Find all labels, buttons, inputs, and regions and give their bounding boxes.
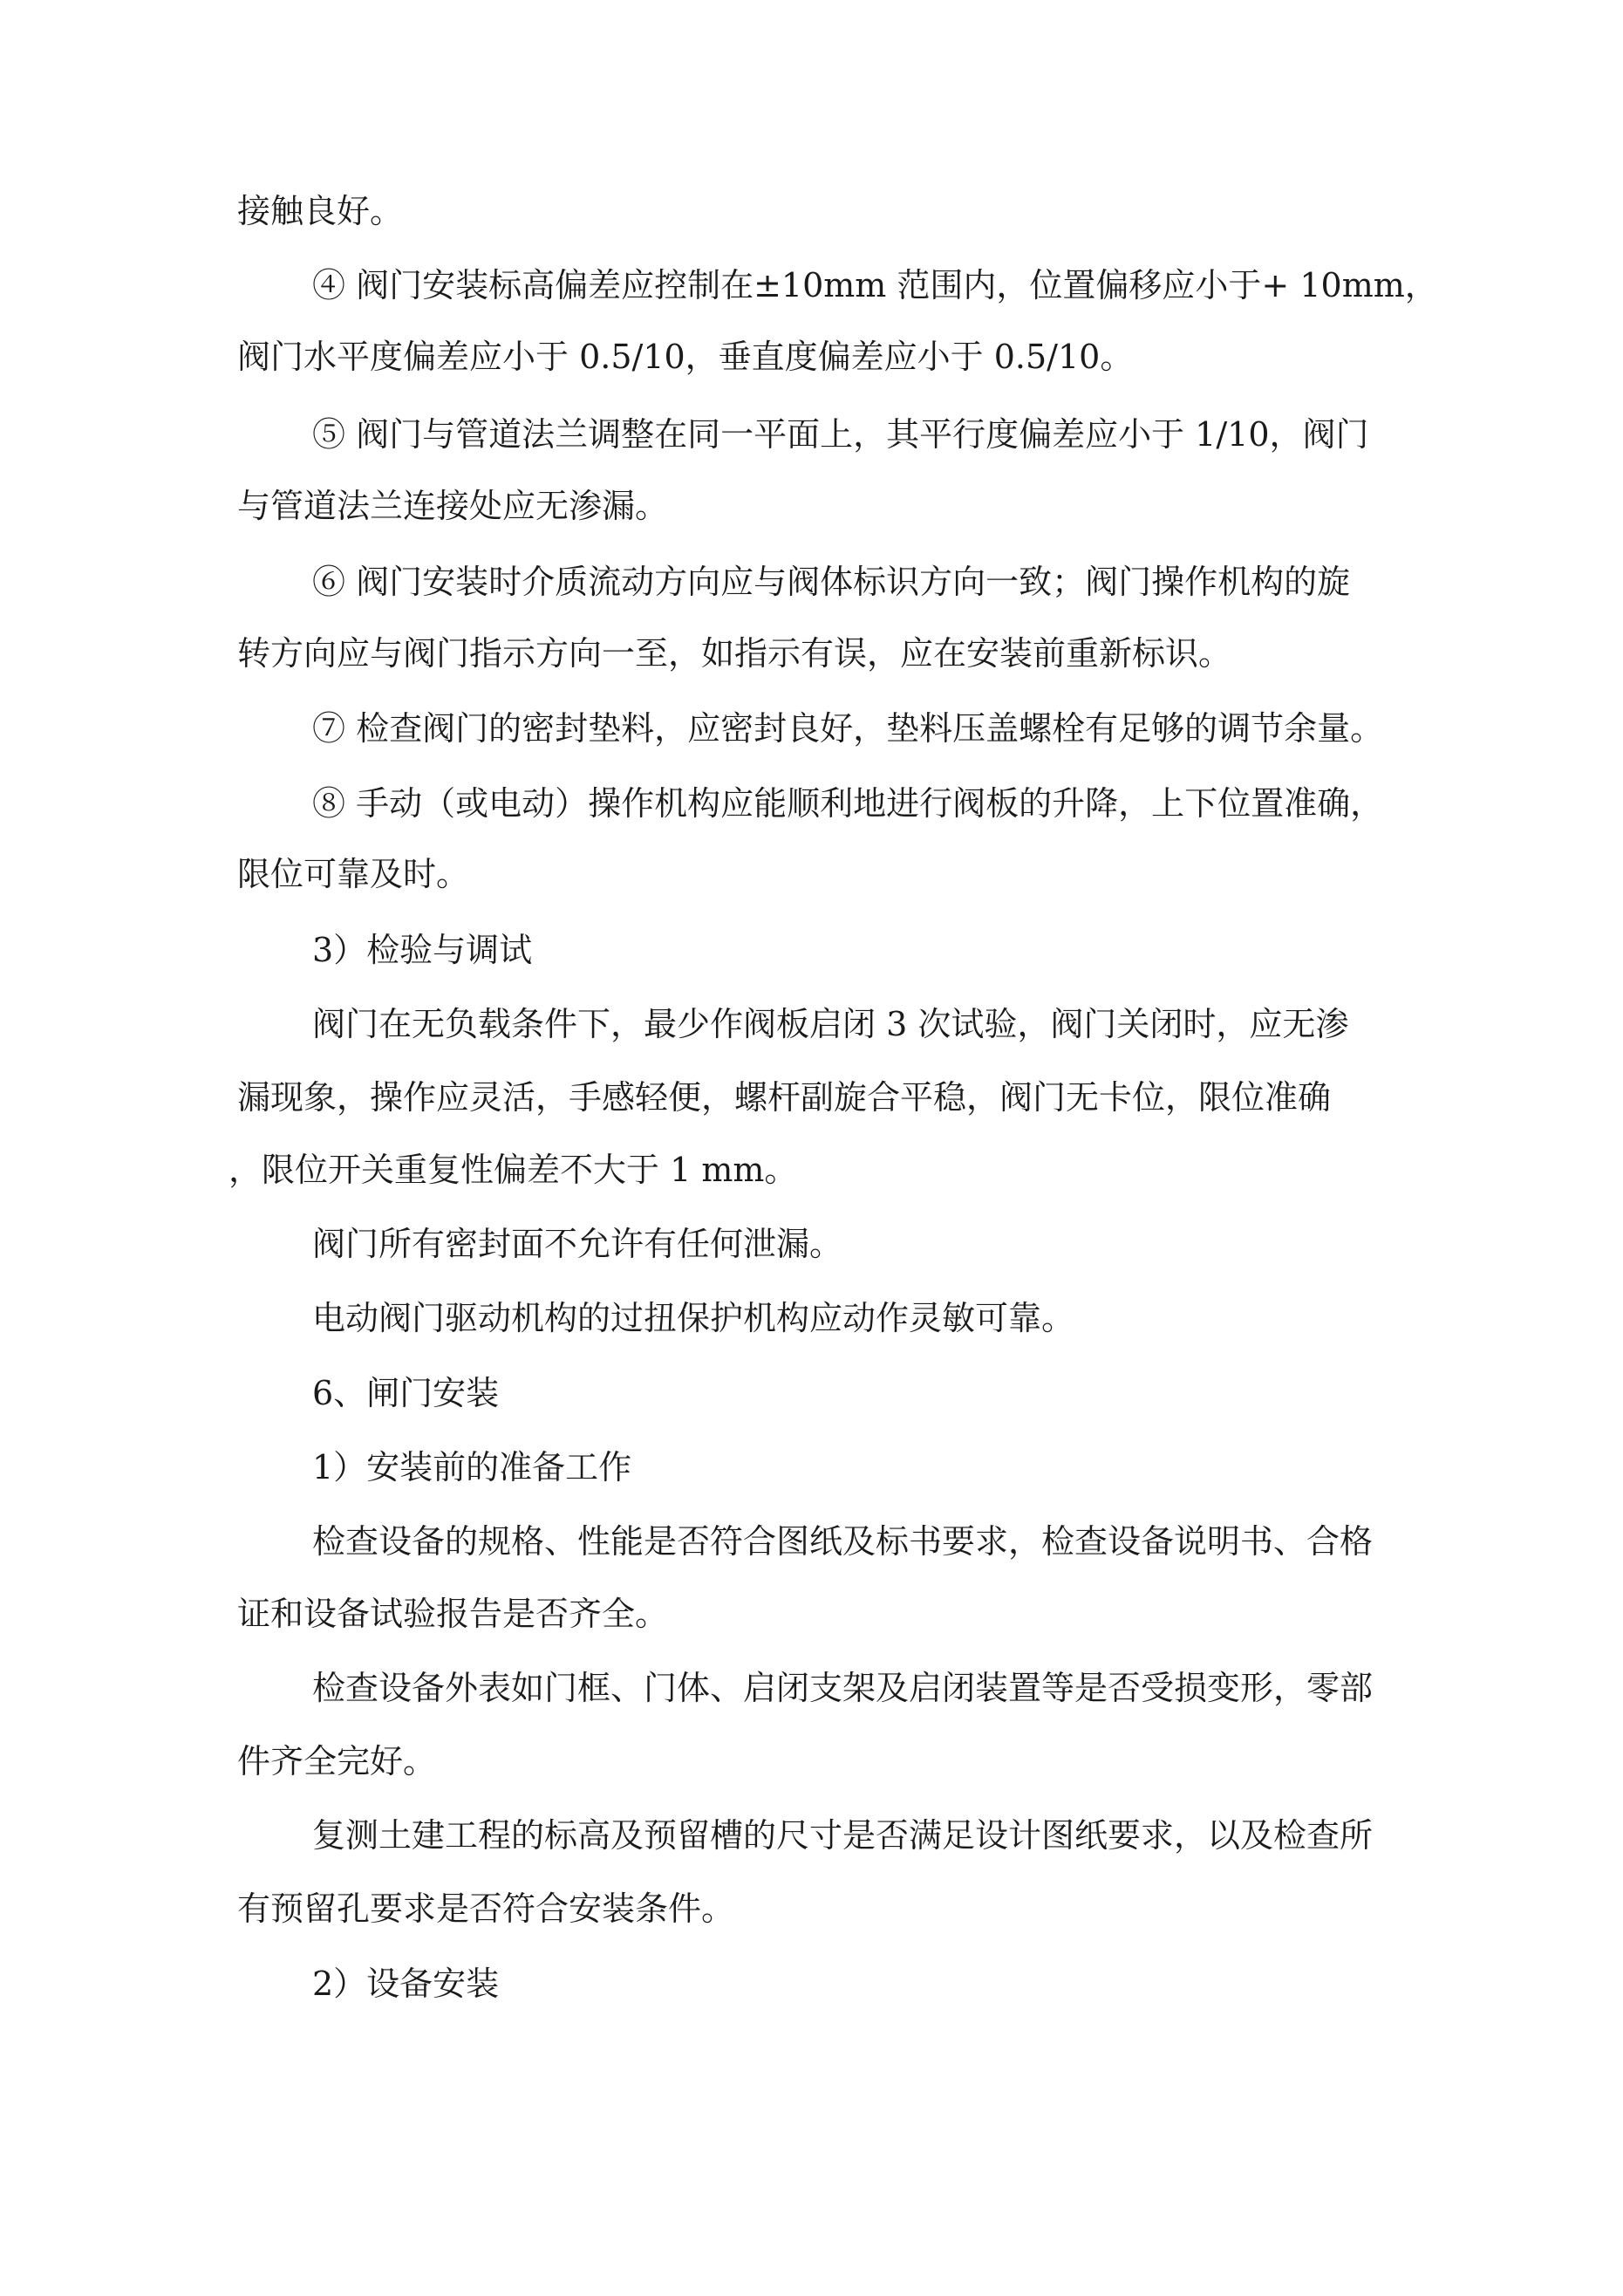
- section-heading: 6、闸门安装: [312, 1374, 500, 1412]
- body-text-line: 转方向应与阀门指示方向一至，如指示有误，应在安装前重新标识。: [237, 634, 1232, 673]
- body-text-line: 电动阀门驱动机构的过扭保护机构应动作灵敏可靠。: [312, 1299, 1075, 1337]
- body-text-line: ④ 阀门安装标高偏差应控制在±10mm 范围内，位置偏移应小于+ 10mm，: [312, 266, 1438, 304]
- body-text-line: 漏现象，操作应灵活，手感轻便，螺杆副旋合平稳，阀门无卡位，限位准确: [237, 1078, 1332, 1117]
- body-text-line: ⑥ 阀门安装时介质流动方向应与阀体标识方向一致；阀门操作机构的旋: [312, 563, 1351, 601]
- body-text-line: ，限位开关重复性偏差不大于 1 mm。: [228, 1151, 798, 1189]
- section-heading: 3）检验与调试: [312, 931, 533, 969]
- body-text-line: 检查设备的规格、性能是否符合图纸及标书要求，检查设备说明书、合格: [312, 1522, 1374, 1561]
- body-text-line: 证和设备试验报告是否齐全。: [237, 1595, 669, 1633]
- body-text-line: ⑧ 手动（或电动）操作机构应能顺利地进行阀板的升降，上下位置准确，: [312, 784, 1384, 823]
- body-text-line: 复测土建工程的标高及预留槽的尺寸是否满足设计图纸要求，以及检查所: [312, 1816, 1374, 1855]
- body-text-line: 阀门所有密封面不允许有任何泄漏。: [312, 1225, 843, 1263]
- body-text-line: 件齐全完好。: [237, 1742, 437, 1780]
- body-text-line: 与管道法兰连接处应无渗漏。: [237, 487, 669, 525]
- body-text-line: 阀门水平度偏差应小于 0.5/10，垂直度偏差应小于 0.5/10。: [237, 338, 1134, 376]
- section-heading: 2）设备安装: [312, 1965, 500, 2003]
- body-text-line: 检查设备外表如门框、门体、启闭支架及启闭装置等是否受损变形，零部: [312, 1669, 1374, 1707]
- body-text-line: 阀门在无负载条件下，最少作阀板启闭 3 次试验，阀门关闭时，应无渗: [312, 1005, 1349, 1043]
- body-text-line: 有预留孔要求是否符合安装条件。: [237, 1889, 735, 1928]
- body-text-line: 限位可靠及时。: [237, 855, 470, 893]
- section-heading: 1）安装前的准备工作: [312, 1448, 632, 1486]
- body-text-line: ⑤ 阀门与管道法兰调整在同一平面上，其平行度偏差应小于 1/10，阀门: [312, 415, 1369, 454]
- body-text-line: 接触良好。: [237, 192, 404, 230]
- body-text-line: ⑦ 检查阀门的密封垫料，应密封良好，垫料压盖螺栓有足够的调节余量。: [312, 709, 1384, 748]
